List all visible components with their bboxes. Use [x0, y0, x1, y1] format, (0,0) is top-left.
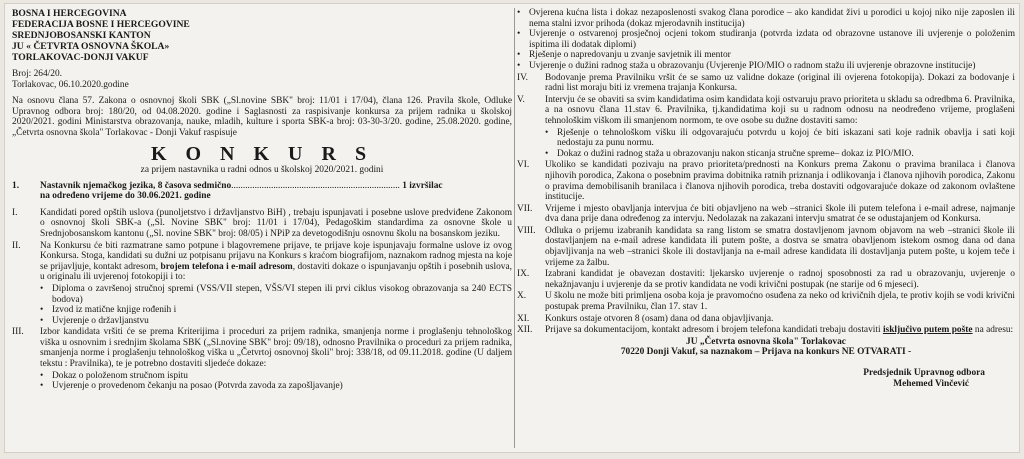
section-text: Izbor kandidata vršiti će se prema Kriterijima i proceduri za prijem radnika, smanjenja norme i proglašenju tehnološkog viška u osnovnim i srednjim školama SBK („Sl.novine SBK" broj: 09/18), odnosno Pravilnika o proceduri za prijem radnika, smanjenja norme i proglašenju tehnološkog viška u „Četvrtoj osnovnoj školi" broj: 338/18, od 09.11.2018. godine (U daljem tekstu : Pravilnika), te je potrebno dostaviti sljedeće dokaze:: [40, 327, 512, 370]
section-text: Intervju će se obaviti sa svim kandidatima osim kandidata koji ostvaruju pravo prioriteta u skladu sa odredbma 6. Pravilnika, a na osnovu člana 11.stav 6. Pravilnika, tj.kandidatima koji su u radnom odnosu na neodređeno vrijeme, proglašeni tehnološkim viškom ili smanjenom normom, te ove osobe su dužne dostaviti samo:: [545, 94, 1015, 126]
section-number: V.: [517, 94, 525, 105]
document-date: Torlakovac, 06.10.2020.godine: [12, 79, 129, 90]
section-number: X.: [517, 291, 527, 302]
section-iv: [517, 73, 1015, 94]
section-text: Vrijeme i mjesto obavljanja intervjua će biti objavljeno na web –stranici škole ili putem telefona i e-mail adrese, najmanje dva dana prije dana određenog za intervju. Nedolazak na zakazani intervju smatrat će se odustajanjem od Konkursa.: [545, 203, 1015, 225]
section-number: II.: [12, 240, 21, 251]
position-term: na određeno vrijeme do 30.06.2021. godine: [40, 191, 211, 202]
section-x: [517, 291, 1015, 312]
list-item: • Diploma o završenoj stručnoj spremi (VSS/VII stepen, VŠS/VI stepen ili prvi ciklus visokog obrazovanja sa 240 ECTS bodova): [40, 283, 512, 305]
bullet-icon: •: [517, 50, 521, 61]
list-item: • Uvjerenje o ostvarenoj prosječnoj ocjeni tokom studiranja (potvrda izdata od obrazovne ustanove ili uvjerenje o položenim ispitima ili dodatak diplomi): [517, 29, 1015, 50]
section-number: IX.: [517, 269, 530, 280]
list-item: • Rješenje o tehnološkom višku ili odgovarajuću potvrdu u kojoj će biti iskazani sati koje radnik obavlja i sati koji nedostaju za punu normu.: [545, 127, 1015, 149]
section-text: Na Konkursu će biti razmatrane samo potpune i blagovremene prijave, te prijave koje ispunjavaju formalne uslove iz ovog Konkursa. Stoga, kandidati su dužni uz potpisanu prijavu na Konkurs s kraćom biografijom, naznakom radnog mjesta na koje se prijavljuje, kontakt adresom,: [40, 240, 512, 272]
list-item: • Ovjerena kućna lista i dokaz nezaposlenosti svakog člana porodice – ako kandidat živi u porodici u kojoj niko nije zaposlen ili nema stalni izvor prihoda (dokaz mjerodavnih institucija): [517, 8, 1015, 29]
document-page: [4, 3, 1020, 453]
section-text: Kandidati pored opštih uslova (punoljetstvo i državljanstvo BiH) , trebaju ispunjavati i posebne uslove predviđene Zakonom o osnovnoj školi SBK-a („Sl. Novine SBK" broj: 11/01 i 17/04), Pedagoškim standardima za osnovne škole u Srednjobosanskom kantonu („Sl. novine SBK" broj: 08/05) i NPiP za devetogodišnju osnovnu školu na bosanskom jeziku.: [40, 207, 512, 239]
header-line: TORLAKOVAC-DONJI VAKUF: [12, 52, 149, 63]
institution-header: [12, 8, 512, 63]
reference-number: Broj: 264/20.: [12, 69, 63, 79]
section-text: Izabrani kandidat je obavezan dostaviti: ljekarsko uvjerenje o radnoj sposobnosti za rad u obrazovanju, uvjerenje o nekažnjavanju i uvjerenje da se protiv kandidata ne vodi krivični postupak (ne starije od 6 mjeseci).: [545, 269, 1015, 290]
section-number: III.: [12, 327, 24, 338]
section-vii: [517, 204, 1015, 225]
list-item: • Dokaz o položenom stručnom ispitu: [40, 370, 188, 381]
bullet-icon: •: [545, 148, 549, 159]
bullet-icon: •: [40, 370, 44, 381]
signature-name: Mehemed Vinčević: [893, 379, 969, 389]
section-text-bold: brojem telefona i e-mail adresom: [160, 261, 293, 272]
section-text: Konkurs ostaje otvoren 8 (osam) dana od dana objavljivanja.: [545, 313, 774, 324]
bullet-icon: •: [517, 60, 521, 71]
bullet-icon: •: [40, 283, 44, 294]
section-number: XII.: [517, 325, 533, 336]
section-text: Ukoliko se kandidati pozivaju na pravo prioriteta/prednosti na Konkurs prema Zakonu o pravima branilaca i članova njihovih porodica, Zakona o posebnim pravima dobitnika ratnih priznanja i odlikovanja i članova njihovih porodica, Zakonu o pravima demobilisanih branilaca i članova njihovih porodica, treba dostaviti odgovarajuće dokaze od zakonom ovlaštene institucije.: [545, 160, 1015, 203]
document-title: K O N K U R S: [150, 142, 374, 165]
header-line: JU « ČETVRTA OSNOVNA ŠKOLA»: [12, 41, 170, 52]
section-text: , dostaviti dokaze o ispunjavanju opštih i posebnih uslova, u originalu ili uvjerenoj fotokopiji i to:: [40, 261, 512, 283]
section-text: Bodovanje prema Pravilniku vršit će se samo uz validne dokaze (original ili ovjerena fotokopija). Dokazi za bodovanje i radni list moraju biti iz vremena trajanja Konkursa.: [545, 72, 1015, 94]
intro-paragraph: Na osnovu člana 57. Zakona o osnovnoj školi SBK („Sl.novine SBK" broj: 11/01 i 17/04), člana 126. Pravila škole, Odluke Upravnog odbora broj: 180/20, od 04.08.2020. godine i Saglasnosti za raspisivanje konkursa za prijem radnika u školskoj 2020/2021. godini Ministarstva obrazovanja, nauke, mladih, kulture i sporta SBK-a broj: 03-30-3/20. godine, 25.08.2020. godine, „Četvrta osnovna škola" Torlakovac - Donji Vakuf raspisuje: [12, 96, 512, 138]
section-xii: [517, 325, 1015, 336]
document-subtitle: za prijem nastavnika u radni odnos u školskoj 2020/2021. godini: [140, 164, 384, 175]
address-line: 70220 Donji Vakuf, sa naznakom – Prijava na konkurs NE OTVARATI -: [620, 347, 912, 358]
header-line: FEDERACIJA BOSNE I HERCEGOVINE: [12, 19, 190, 30]
section-vi: [517, 160, 1015, 202]
left-column: [12, 8, 512, 450]
list-item: • Uvjerenje o državljanstvu: [40, 315, 149, 326]
bullet-icon: •: [40, 381, 44, 392]
column-divider: [514, 8, 515, 448]
position-number: 1.: [12, 180, 20, 191]
section-number: XI.: [517, 313, 530, 324]
position-dots: ........................................................................: [231, 180, 400, 191]
section-number: IV.: [517, 72, 529, 83]
section-number: VII.: [517, 203, 533, 214]
section-ii: [12, 241, 512, 283]
section-ix: [517, 269, 1015, 290]
bullet-icon: •: [517, 29, 521, 40]
signature-title: Predsjednik Upravnog odbora: [863, 368, 985, 378]
list-item: • Dokaz o dužini radnog staža u obrazovanju nakon sticanja stručne spreme– dokaz iz PIO/MIO.: [545, 148, 914, 159]
bullet-icon: •: [545, 127, 549, 138]
position-title: Nastavnik njemačkog jezika, 8 časova sedmično: [40, 180, 232, 191]
signature-block: [517, 368, 1015, 390]
bullet-icon: •: [40, 315, 44, 326]
bullet-icon: •: [517, 8, 521, 18]
right-column: [517, 8, 1015, 450]
mailing-address: [517, 337, 1015, 358]
section-text: U školu ne može biti primljena osoba koja je pravomoćno osuđena za neko od krivičnih djela, te protiv kojih se vodi krivični postupak prema Pravilniku, član 17. stav 1.: [545, 291, 1015, 313]
section-number: VIII.: [517, 225, 536, 236]
section-xi: [517, 314, 1015, 325]
header-line: BOSNA I HERCEGOVINA: [12, 8, 127, 19]
list-item: • Izvod iz matične knjige rođenih i: [40, 305, 177, 316]
section-text: na adresu:: [972, 325, 1014, 336]
section-viii: [517, 226, 1015, 268]
section-v: [517, 95, 1015, 127]
bullet-icon: •: [40, 305, 44, 316]
list-item: • Uvjerenje o dužini radnog staža u obrazovanju (Uvjerenje PIO/MIO o radnom stažu ili uvjerenje obrazovne institucije): [517, 60, 976, 71]
section-number: VI.: [517, 160, 530, 171]
list-item: • Rješenje o napredovanju u zvanje savjetnik ili mentor: [517, 50, 731, 61]
list-item: • Uvjerenje o provedenom čekanju na posao (Potvrda zavoda za zapošljavanje): [40, 381, 343, 392]
section-number: I.: [12, 207, 18, 218]
section-text: Prijave sa dokumentacijom, kontakt adresom i brojem telefona kandidati trebaju dostaviti: [545, 325, 883, 336]
header-line: SREDNJOBOSANSKI KANTON: [12, 30, 151, 41]
section-text-bold: isključivo putem pošte: [882, 325, 973, 336]
address-line: JU „Četvrta osnovna škola" Torlakovac: [686, 336, 846, 347]
section-i: [12, 208, 512, 240]
section-iii: [12, 327, 512, 369]
position-item: [12, 181, 512, 202]
position-count: 1 izvršilac: [399, 180, 443, 191]
section-text: Odluka o prijemu izabranih kandidata sa rang listom se smatra dostavljenom javnom objavom na web –stranici škole ili dostavljanjem na e-mail adrese kandidata ili putem pošte, a dostva se smatra obavljenom istekom osmog dana od dana objavljivanja na web –stranici škole ili dostavljanja na e-mail adrese kandidata ili dostavljanja putem pošte, u kojem teče i vrijeme za žalbu.: [545, 225, 1015, 268]
